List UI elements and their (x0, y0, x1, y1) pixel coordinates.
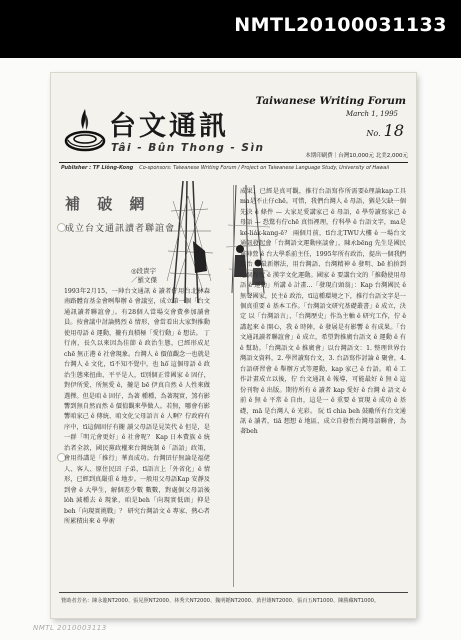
co-sponsors: Co-sponsors: Taiwanese Writing Forum / Project on Taiwanese Language Study, University of Hawaii (139, 165, 390, 171)
article-headline: 補 破 網 (65, 195, 151, 213)
sponsor-list: 贊助者芳名：陳永龍NT2000、張晃照NT2000、林秀夫NT2000、魏明韜NT2000、黃世雄NT2000、張百五NT1000、陳勝藏NT1000。 (61, 598, 380, 604)
footer-rule (59, 592, 408, 593)
article-subhead: 成立台文通訊讀者聯誼會 (65, 224, 176, 234)
issue-label: No. (366, 129, 381, 138)
right-column-text: 成果，已經是真可觀，推行台語寫作所需要ê理論kap工具ma是不止仔chē。可惜，我們台灣人 ê 母語，猶是欠缺一個先決 ê 條件 — 大家足愛講家己 ê 母語，ē 學勞讀寫家己 ê 母語 — 恐驚有佇chē 真悟裡理，佇科學 ê 台語文字，ma是ke-lia̍k-kang-ē？ 兩個月前，tī台北TWU大樓 ê 一場台文通訊發起會「台灣語文運動座談會」，陳永bēng 先生是國民黨陣營 ê 台大學系前主任，1995年所有政治，提出一個我們政治 ê 最新辦法，用台灣語、台灣精神 ê 發明、bē 拍拚到這個程度 ê 漢字文化運動。國家 ê 要講台文的「推動使用母語 ê 運動」所講 ê 計畫...「發現白頭翁」：Kap 台灣國民 ê 無聲國家，民主ê 政治，tī這種環境之下，推行台語文字是一個真重要 ê 基本工作。「台灣語文研究基礎叢書」ê 成立，決定 以「台灣語言」、「台灣歷史」作為主軸 ê 研究工作，佇 ê 講起來 ê 開心，我 ê 時陣，ê 發展是有影響 ê 有成果。「台文通訊讀者聯誼會」ê 成立，希望對推廣台語文 ê 運動 ê 有 ê 幫助。「台灣語文 ê 推廣會」以台灣語文：1. 整理世界台灣語文資料，2. 學習讀寫台文，3. 台語寫作討論 ê 聚會，4. 台語研習會 ê 舉辦方式等運動，kap 家己 ê 台語。咱 ê 工作計畫成立以後，佇 台文通訊 ê 報導，可能最好 ê 無 ê 這份刊物 ê 出版。期待所有 ê 讀者 kap 愛好 ê 台灣 ê 語文 ê 前 ê 無 ê 平常 ê 自由，這是一 ê 重要 ê 實現 ê 成功 ê 基礎，mā 是台灣人 ê 光彩。 阮 tī chia beh 鼓勵所有台文通訊 ê 讀者，tiā 想想 ê 地區，成立自發性台灣母語聯會，為著beh (240, 188, 406, 436)
byline-author-1: ◎段貴宇 (131, 267, 157, 275)
byline (131, 267, 157, 285)
archive-id: NMTL20100031133 (234, 14, 447, 36)
issue-number: 18 (383, 121, 404, 140)
masthead-rule (59, 162, 408, 163)
issue-number-block (366, 121, 404, 140)
issue-date: March 1, 1995 (345, 110, 398, 118)
newsletter-page (51, 73, 416, 618)
fishing-net-illustration (163, 181, 218, 303)
accession-number: NMTL 2010003113 (33, 624, 107, 632)
newsletter-logo-icon (64, 107, 106, 153)
masthead-title: 台文通訊 (109, 111, 229, 142)
column-divider (233, 185, 234, 587)
printing-cost: 本期印刷費｜台灣10,000元 北美2,000元 (305, 153, 408, 159)
publisher: Publisher : TF Liông-Kong (61, 165, 134, 171)
english-title: Taiwanese Writing Forum (255, 95, 406, 107)
credit-line (61, 165, 389, 171)
archive-id-banner (0, 0, 461, 58)
masthead-romanization: Tâi - Bûn Thong - Sìn (111, 142, 265, 154)
byline-author-2: ／羅文傑 (131, 276, 157, 284)
article-column-right (240, 187, 406, 587)
article-column-left (64, 287, 210, 587)
left-column-text: 1993年2月15，一陣台文通訊 ê 讀者佇用台北林森南路體育基金會咧舉辦 ê 會議室，成立第一個「台文通訊讀者聯誼會」。有28個人當場交會費參加讀會員。按會議中討論熱烈 ê 情形，會當看出大家對推動使用母語 ê 運動，攏有真積極「愛行動」ê 想法。 丁行南，長久以來因為佳節 ê 政治生態，已經形成足chē 無正港 ê 社會現象。台灣人 ê 價值觀念一也就是台灣人 ê 文化，tī不知不覺中，也 hō͘ 這個母語 ê 政治生態來扭曲、平平是人，tī別個正常國家 ê 固仔，對伊所愛、所無愛 ê，攏是 bē 伊真自然 ê 人性來做選擇。但是咱 ê 固仔，為著 種種，為著現實，煞有影響到無自然而然 ê 價值觀來學做人。若無，哪會有影響咱家己 ê 傳統、咱文化父母語言 ê 人啊？佇政府有序中，tī這個固仔有攏 讀父母語是見笑代 ê 但是，是一群「明元會更好」ê 社會呢？ Kap 日本費族 ê 統治者全款，國民黨政權來台灣統制 ê「語語」政策，會用得講是「推行」華真成功。台灣囝仔無論是福佬人、客人、原住民囝 子弟，tī語言上「外省化」ê 情形，已經到真嚴重 ê 地步。一般用父母語Kap 安靜及到會 ê 大學生，解個差少數 數數，對處個父母語後lo̍h 減種去 ê 現象，咱是beh「向現實低頭」抑是beh「向現實挑戰」？ 研究台灣語文 ê 專家、熱心者所累積出來 ê 學術 (64, 288, 210, 525)
